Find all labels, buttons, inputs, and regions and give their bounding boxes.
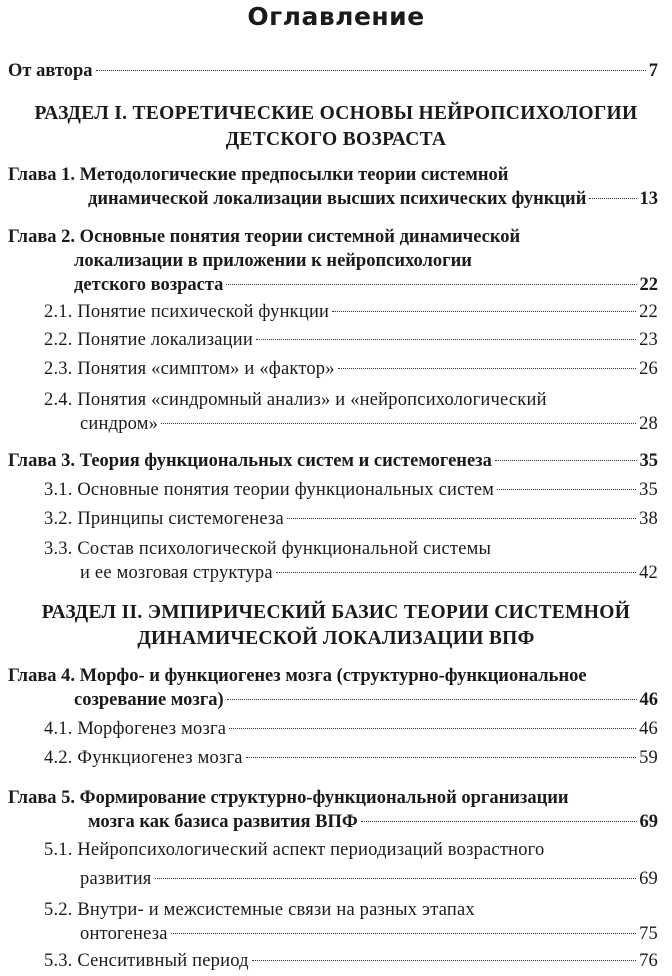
dot-leader	[276, 572, 636, 573]
entry-label: Глава 4. Морфо- и функциогенез мозга (структурно-функциональное	[8, 666, 587, 686]
page-number: 7	[648, 61, 658, 81]
page-number: 26	[639, 359, 658, 379]
entry-label: синдром»	[80, 414, 159, 434]
toc-entry-chapter-3[interactable]	[8, 449, 658, 473]
entry-label: и ее мозговая структура	[80, 563, 273, 583]
toc-entry-4-2[interactable]	[44, 746, 658, 770]
section-heading-1	[0, 101, 672, 153]
entry-label: 3.1. Основные понятия теории функциональных систем	[44, 480, 495, 500]
entry-last-line	[74, 688, 658, 712]
entry-label: 2.2. Понятие локализации	[44, 330, 253, 350]
entry-label: 2.4. Понятия «синдромный анализ» и «нейропсихологический	[44, 390, 547, 410]
entry-last-line	[80, 867, 658, 891]
section-heading-line: ДЕТСКОГО ВОЗРАСТА	[225, 129, 447, 150]
page-number: 22	[639, 275, 658, 295]
toc-entry-from-author[interactable]	[8, 59, 658, 83]
section-heading-line: РАЗДЕЛ II. ЭМПИРИЧЕСКИЙ БАЗИС ТЕОРИИ СИСТЕМНОЙ	[41, 602, 631, 623]
entry-label: 2.3. Понятия «симптом» и «фактор»	[44, 359, 335, 379]
entry-label: детского возраста	[74, 275, 224, 295]
toc-entry-4-1[interactable]	[44, 717, 658, 741]
entry-label: Глава 3. Теория функциональных систем и системогенеза	[8, 451, 492, 471]
entry-label: Глава 5. Формирование структурно-функциональной организации	[8, 788, 569, 808]
section-heading-line: ДИНАМИЧЕСКОЙ ЛОКАЛИЗАЦИИ ВПФ	[137, 628, 535, 649]
toc-entry-5-3[interactable]	[44, 949, 658, 973]
entry-label: локализации в приложении к нейропсихологии	[74, 251, 472, 271]
page-number: 42	[639, 563, 658, 583]
entry-last-line	[88, 187, 658, 211]
page-number: 13	[639, 189, 658, 209]
page-number: 38	[639, 509, 658, 529]
entry-label: динамической локализации высших психических функций	[88, 189, 587, 209]
entry-label: Глава 2. Основные понятия теории системной динамической	[8, 227, 521, 247]
entry-label: 3.3. Состав психологической функциональной системы	[44, 539, 492, 559]
dot-leader	[589, 198, 636, 199]
entry-last-line	[74, 273, 658, 297]
dot-leader	[96, 70, 646, 71]
toc-entry-2-3[interactable]	[44, 357, 658, 381]
entry-last-line	[80, 922, 658, 946]
dot-leader	[495, 460, 637, 461]
entry-last-line	[80, 561, 658, 585]
entry-label: 5.3. Сенситивный период	[44, 951, 249, 971]
page-number: 35	[639, 451, 658, 471]
dot-leader	[497, 489, 636, 490]
page-title: Оглавление	[247, 2, 425, 31]
page-number: 22	[639, 302, 658, 322]
entry-label: 2.1. Понятие психической функции	[44, 302, 330, 322]
page-number: 35	[639, 480, 658, 500]
page-number: 46	[639, 719, 658, 739]
entry-label: мозга как базиса развития ВПФ	[88, 812, 358, 832]
toc-entry-2-2[interactable]	[44, 328, 658, 352]
dot-leader	[332, 311, 636, 312]
entry-label: созревание мозга)	[74, 690, 224, 710]
toc-entry-3-2[interactable]	[44, 507, 658, 531]
page-number: 59	[639, 748, 658, 768]
toc-entry-3-1[interactable]	[44, 478, 658, 502]
entry-label: онтогенеза	[80, 924, 168, 944]
dot-leader	[155, 878, 637, 879]
dot-leader	[338, 368, 636, 369]
toc-entry-2-1[interactable]	[44, 300, 658, 324]
dot-leader	[287, 518, 636, 519]
entry-last-line	[88, 810, 658, 834]
section-heading-2	[0, 600, 672, 652]
entry-label: 5.1. Нейропсихологический аспект периодизаций возрастного	[44, 840, 545, 860]
dot-leader	[361, 821, 637, 822]
dot-leader	[227, 699, 637, 700]
entry-label: 4.2. Функциогенез мозга	[44, 748, 243, 768]
dot-leader	[252, 960, 636, 961]
page-number: 69	[639, 812, 658, 832]
page-number: 69	[639, 869, 658, 889]
entry-label: От автора	[8, 61, 93, 81]
dot-leader	[226, 284, 636, 285]
dot-leader	[229, 728, 636, 729]
dot-leader	[171, 933, 636, 934]
entry-label: Глава 1. Методологические предпосылки теории системной	[8, 165, 509, 185]
page-number: 23	[639, 330, 658, 350]
page-number: 28	[639, 414, 658, 434]
entry-label: 4.1. Морфогенез мозга	[44, 719, 227, 739]
page-number: 76	[639, 951, 658, 971]
page-number: 75	[639, 924, 658, 944]
dot-leader	[256, 339, 636, 340]
page-number: 46	[639, 690, 658, 710]
entry-label: 5.2. Внутри- и межсистемные связи на разных этапах	[44, 900, 475, 920]
dot-leader	[161, 423, 636, 424]
entry-label: развития	[80, 869, 152, 889]
section-heading-line: РАЗДЕЛ I. ТЕОРЕТИЧЕСКИЕ ОСНОВЫ НЕЙРОПСИХОЛОГИИ	[34, 103, 638, 124]
entry-label: 3.2. Принципы системогенеза	[44, 509, 284, 529]
dot-leader	[246, 757, 636, 758]
entry-last-line	[80, 412, 658, 436]
